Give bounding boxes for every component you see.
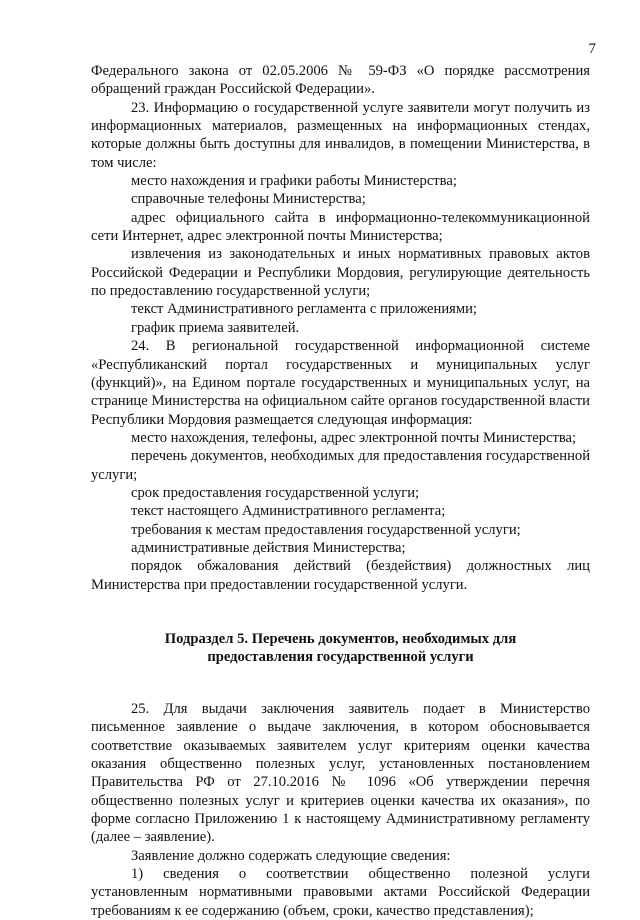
paragraph: требования к местам предоставления государственной услуги; <box>131 521 521 538</box>
paragraph: порядок обжалования действий (бездействия) должностных лиц Министерства при предоставлении государственной услуги. <box>91 558 590 593</box>
paragraph: срок предоставления государственной услуги; <box>131 484 420 501</box>
page-number: 7 <box>588 41 596 57</box>
paragraph: график приема заявителей. <box>131 319 300 336</box>
paragraphs-top <box>91 62 590 594</box>
paragraph: текст настоящего Административного регламента; <box>131 503 446 520</box>
paragraphs-bottom <box>91 700 590 920</box>
document-body <box>91 62 590 920</box>
paragraph: административные действия Министерства; <box>131 539 406 556</box>
paragraph: перечень документов, необходимых для предоставления государственной услуги; <box>91 448 590 483</box>
paragraph: Федерального закона от 02.05.2006 № 59-ФЗ «О порядке рассмотрения обращений граждан Российской Федерации». <box>91 63 590 98</box>
paragraph: место нахождения и графики работы Министерства; <box>131 173 457 190</box>
paragraph: извлечения из законодательных и иных нормативных правовых актов Российской Федерации и Республики Мордовия, регулирующие деятельность по предоставлению государственной услуги; <box>91 246 590 300</box>
paragraph: 25. Для выдачи заключения заявитель подает в Министерство письменное заявление о выдаче заключения, в котором обосновывается соответствие оказываемых заявителем услуг критериям оценки качества оказания общественно полезных услуг, установленных постановлением Правительства РФ от 27.10.2016 № 1096 «Об утверждении перечня общественно полезных услуг и критериев оценки качества их оказания», по форме согласно Приложению 1 к настоящему Административному регламенту (далее – заявление). <box>91 700 590 846</box>
paragraph: справочные телефоны Министерства; <box>131 191 366 208</box>
paragraph: место нахождения, телефоны, адрес электронной почты Министерства; <box>131 429 577 446</box>
paragraph: 24. В региональной государственной информационной системе «Республиканский портал государственных и муниципальных услуг (функций)», на Едином портале государственных и муниципальных услуг, на странице Министерства на официальном сайте органов государственной власти Республики Мордовия размещается следующая информация: <box>91 338 590 428</box>
section-heading-line-1: Подраздел 5. Перечень документов, необходимых для <box>164 630 517 647</box>
paragraph: 23. Информацию о государственной услуге заявители могут получить из информационных материалов, размещенных на информационных стендах, которые должны быть доступны для инвалидов, в помещении Министерства, в том числе: <box>91 99 590 171</box>
paragraph: Заявление должно содержать следующие сведения: <box>131 847 451 864</box>
paragraph: 1) сведения о соответствии общественно полезной услуги установленным нормативными правовыми актами Российской Федерации требованиям к ее содержанию (объем, сроки, качество представления); <box>91 866 590 919</box>
section-heading-line-2: предоставления государственной услуги <box>207 649 474 666</box>
paragraph: адрес официального сайта в информационно-телекоммуникационной сети Интернет, адрес электронной почты Министерства; <box>91 209 590 245</box>
paragraph: текст Административного регламента с приложениями; <box>131 301 477 318</box>
section-heading <box>91 630 590 667</box>
